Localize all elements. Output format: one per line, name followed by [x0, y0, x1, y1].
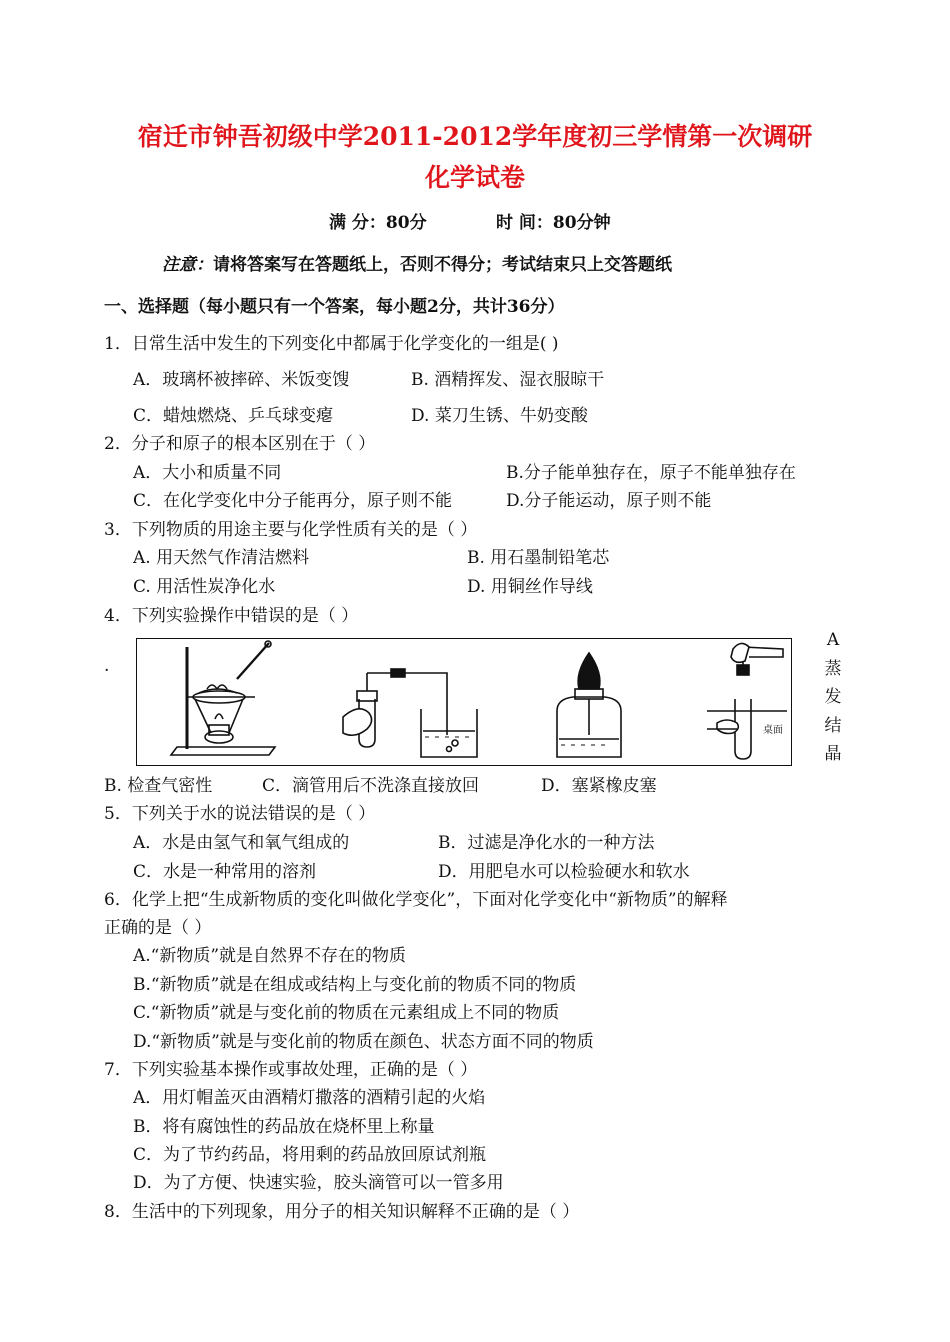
air-tightness-test-icon — [343, 669, 477, 757]
question-2-option-d: D.分子能运动，原子则不能 — [506, 491, 712, 511]
side-char: A — [826, 630, 840, 650]
question-5-option-b: B．过滤是净化水的一种方法 — [438, 833, 655, 853]
question-4-option-b: B. 检查气密性 — [104, 776, 213, 796]
question-4-option-d: D．塞紧橡皮塞 — [541, 776, 657, 796]
question-1-option-d: D. 菜刀生锈、牛奶变酸 — [411, 406, 588, 426]
side-char: 蒸 — [824, 658, 842, 679]
question-3-option-a: A. 用天然气作清洁燃料 — [133, 548, 310, 568]
question-5-stem: 5．下列关于水的说法错误的是（ ） — [104, 804, 376, 824]
exam-title-line1: 宿迁市钟吾初级中学2011-2012学年度初三学情第一次调研 — [137, 122, 813, 151]
question-3-stem: 3．下列物质的用途主要与化学性质有关的是（ ） — [104, 520, 478, 540]
question-6-stem-line2: 正确的是（ ） — [104, 918, 212, 938]
desk-label: 桌面 — [763, 725, 783, 736]
question-7-option-a: A．用灯帽盖灭由酒精灯撒落的酒精引起的火焰 — [133, 1088, 486, 1108]
dropper-bottle-icon — [557, 653, 621, 757]
question-6-option-b: B.“新物质”就是在组成或结构上与变化前的物质不同的物质 — [133, 975, 577, 995]
notice-text: 请将答案写在答题纸上，否则不得分；考试结束只上交答题纸 — [213, 255, 672, 275]
question-2-option-a: A．大小和质量不同 — [133, 463, 282, 483]
question-6-option-c: C.“新物质”就是与变化前的物质在元素组成上不同的物质 — [133, 1003, 560, 1023]
side-char: 晶 — [824, 744, 842, 764]
question-3-option-d: D. 用铜丝作导线 — [467, 577, 593, 597]
question-1-option-a: A．玻璃杯被摔碎、米饭变馊 — [133, 370, 350, 390]
experiment-illustrations — [137, 639, 791, 765]
question-4-dot: . — [104, 656, 110, 676]
question-1-stem: 1．日常生活中发生的下列变化中都属于化学变化的一组是( ) — [104, 334, 559, 354]
question-5-option-a: A．水是由氢气和氧气组成的 — [133, 833, 350, 853]
question-6-option-d: D.“新物质”就是与变化前的物质在颜色、状态方面不同的物质 — [133, 1032, 594, 1052]
question-4-option-c: C．滴管用后不洗涤直接放回 — [262, 776, 480, 796]
question-7-stem: 7．下列实验基本操作或事故处理，正确的是（ ） — [104, 1060, 478, 1080]
question-2-stem: 2．分子和原子的根本区别在于（ ） — [104, 434, 376, 454]
question-1-option-b: B. 酒精挥发、湿衣服晾干 — [411, 370, 605, 390]
question-4-side-label — [823, 626, 843, 769]
notice-label: 注意： — [162, 255, 213, 275]
question-2-option-c: C．在化学变化中分子能再分，原子则不能 — [133, 491, 453, 511]
question-8-stem: 8．生活中的下列现象，用分子的相关知识解释不正确的是（ ） — [104, 1202, 580, 1222]
question-7-option-d: D．为了方便、快速实验，胶头滴管可以一管多用 — [133, 1173, 504, 1193]
notice — [162, 250, 672, 275]
section-heading: 一、选择题（每小题只有一个答案，每小题2分，共计36分） — [104, 297, 565, 317]
exam-time: 时 间：80分钟 — [496, 213, 611, 233]
stopper-insertion-icon — [707, 643, 787, 759]
side-char: 结 — [824, 715, 842, 736]
question-3-option-c: C. 用活性炭净化水 — [133, 577, 276, 597]
question-7-option-b: B．将有腐蚀性的药品放在烧杯里上称量 — [133, 1117, 435, 1137]
experiment-figure — [136, 638, 792, 766]
question-6-stem-line1: 6．化学上把“生成新物质的变化叫做化学变化”，下面对化学变化中“新物质”的解释 — [104, 890, 728, 910]
question-7-option-c: C．为了节约药品，将用剩的药品放回原试剂瓶 — [133, 1145, 487, 1165]
question-4-stem: 4．下列实验操作中错误的是（ ） — [104, 606, 359, 626]
exam-title-line2: 化学试卷 — [424, 163, 525, 192]
question-1-option-c: C．蜡烛燃烧、乒乓球变瘪 — [133, 406, 334, 426]
evaporation-apparatus-icon — [171, 641, 275, 755]
full-score: 满 分：80分 — [329, 213, 427, 233]
question-5-option-d: D．用肥皂水可以检验硬水和软水 — [438, 862, 690, 882]
question-5-option-c: C．水是一种常用的溶剂 — [133, 862, 317, 882]
question-6-option-a: A.“新物质”就是自然界不存在的物质 — [133, 946, 407, 966]
question-2-option-b: B.分子能单独存在，原子不能单独存在 — [506, 463, 796, 483]
question-3-option-b: B. 用石墨制铅笔芯 — [467, 548, 610, 568]
side-char: 发 — [824, 687, 842, 707]
